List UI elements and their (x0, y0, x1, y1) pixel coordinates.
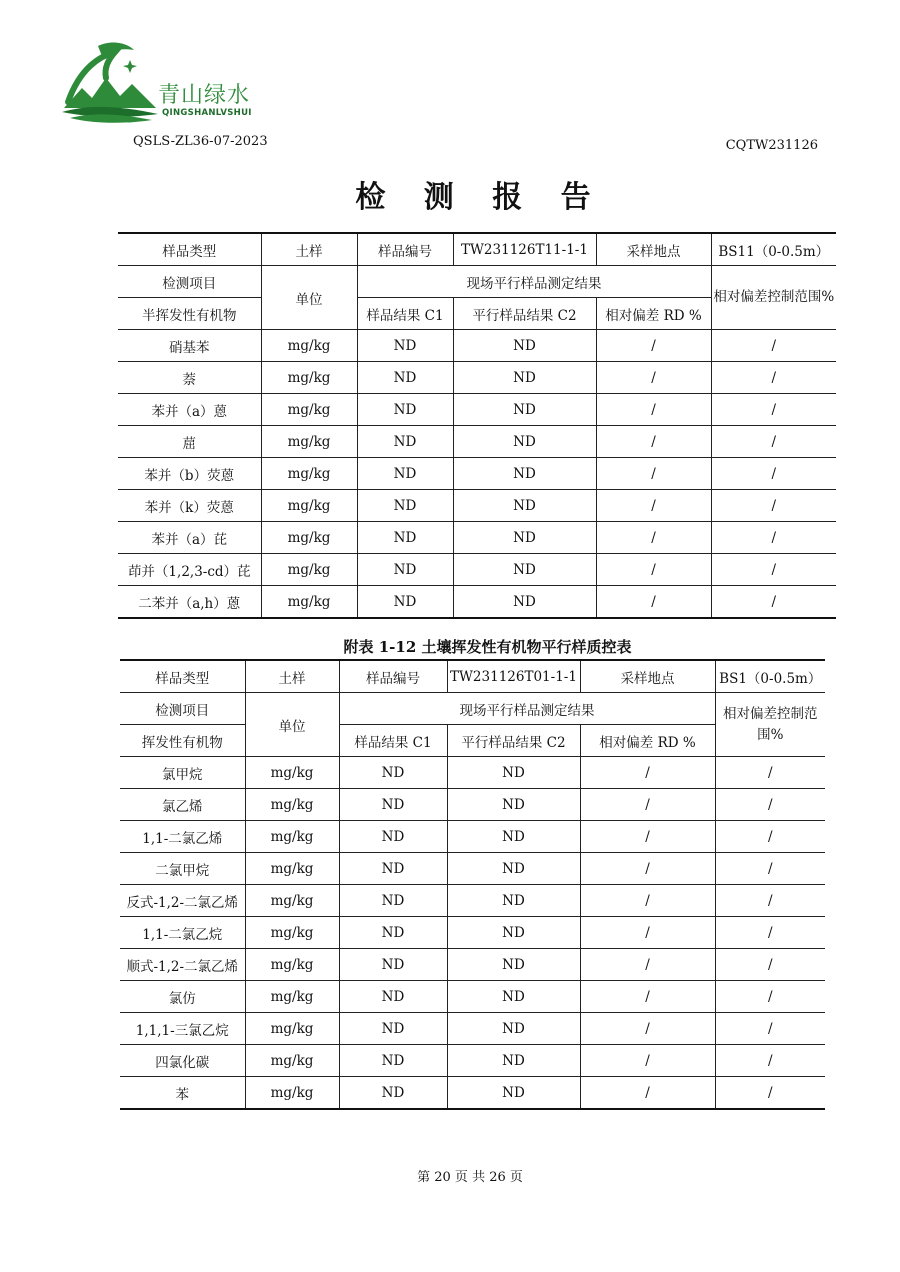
compound-name: 二氯甲烷 (120, 853, 245, 885)
result-c2: ND (453, 554, 596, 586)
compound-name: 氯甲烷 (120, 757, 245, 789)
sample-type-label: 样品类型 (120, 660, 245, 693)
compound-name: 二苯并（a,h）蒽 (118, 586, 261, 619)
compound-name: 䓛 (118, 426, 261, 458)
result-c2: ND (447, 789, 580, 821)
unit: mg/kg (261, 522, 357, 554)
result-c2: ND (453, 586, 596, 619)
rd-value: / (596, 586, 711, 619)
control-range-label: 相对偏差控制范围% (711, 266, 836, 330)
unit: mg/kg (261, 362, 357, 394)
compound-name: 茚并（1,2,3-cd）芘 (118, 554, 261, 586)
sample-no-value: TW231126T01-1-1 (447, 660, 580, 693)
result-c1: ND (339, 1013, 447, 1045)
result-c2: ND (453, 522, 596, 554)
location-value: BS11（0-0.5m） (711, 233, 836, 266)
unit: mg/kg (261, 458, 357, 490)
item-label: 检测项目 (118, 266, 261, 298)
table-row (120, 1077, 825, 1110)
rd-value: / (596, 394, 711, 426)
unit: mg/kg (245, 981, 339, 1013)
range-value: / (711, 586, 836, 619)
compound-name: 苯并（a）蒽 (118, 394, 261, 426)
compound-name: 氯乙烯 (120, 789, 245, 821)
compound-name: 苯 (120, 1077, 245, 1110)
item-label: 检测项目 (120, 693, 245, 725)
result-c1: ND (339, 885, 447, 917)
result-c1: ND (339, 757, 447, 789)
result-c1: ND (357, 426, 453, 458)
page-number: 第 20 页 共 26 页 (417, 1170, 523, 1185)
unit: mg/kg (245, 853, 339, 885)
result-c1: ND (357, 330, 453, 362)
unit: mg/kg (245, 949, 339, 981)
result-c1: ND (339, 917, 447, 949)
unit: mg/kg (261, 330, 357, 362)
sample-no-value: TW231126T11-1-1 (453, 233, 596, 266)
range-value: / (715, 1045, 825, 1077)
range-value: / (715, 821, 825, 853)
result-c2: ND (453, 330, 596, 362)
range-value: / (715, 885, 825, 917)
table-row (118, 362, 836, 394)
unit: mg/kg (245, 821, 339, 853)
rd-value: / (580, 917, 715, 949)
result-c1: ND (357, 362, 453, 394)
category-label: 挥发性有机物 (120, 725, 245, 757)
mountain-logo-icon (60, 38, 160, 128)
result-c1: ND (339, 981, 447, 1013)
table-row (118, 522, 836, 554)
result-c2: ND (447, 853, 580, 885)
rd-value: / (596, 426, 711, 458)
compound-name: 顺式-1,2-二氯乙烯 (120, 949, 245, 981)
table-row (120, 821, 825, 853)
rd-value: / (580, 1077, 715, 1110)
rd-value: / (580, 885, 715, 917)
table-row (120, 885, 825, 917)
table-row (118, 426, 836, 458)
compound-name: 四氯化碳 (120, 1045, 245, 1077)
result-c2: ND (453, 490, 596, 522)
result-c2: ND (447, 917, 580, 949)
compound-name: 1,1,1-三氯乙烷 (120, 1013, 245, 1045)
location-label: 采样地点 (580, 660, 715, 693)
result-c1: ND (339, 821, 447, 853)
header-row-1 (120, 693, 825, 725)
unit: mg/kg (245, 757, 339, 789)
voc-parallel-table (120, 659, 825, 1110)
range-value: / (711, 394, 836, 426)
table-row (120, 981, 825, 1013)
sample-no-label: 样品编号 (357, 233, 453, 266)
table-row (120, 917, 825, 949)
logo-english-name: QINGSHANLVSHUI (162, 108, 252, 118)
rd-value: / (596, 330, 711, 362)
compound-name: 硝基苯 (118, 330, 261, 362)
result-c2: ND (447, 949, 580, 981)
range-value: / (711, 554, 836, 586)
category-label: 半挥发性有机物 (118, 298, 261, 330)
range-value: / (715, 1013, 825, 1045)
unit-label: 单位 (261, 266, 357, 330)
table2-caption: 附表 1-12 土壤挥发性有机物平行样质控表 (343, 638, 632, 656)
unit: mg/kg (261, 426, 357, 458)
control-range-label: 相对偏差控制范围% (715, 693, 825, 757)
rd-header: 相对偏差 RD % (596, 298, 711, 330)
location-value: BS1（0-0.5m） (715, 660, 825, 693)
c1-header: 样品结果 C1 (339, 725, 447, 757)
range-value: / (715, 789, 825, 821)
rd-value: / (596, 490, 711, 522)
company-logo (60, 38, 270, 128)
sample-type-label: 样品类型 (118, 233, 261, 266)
unit: mg/kg (261, 554, 357, 586)
compound-name: 苯并（a）芘 (118, 522, 261, 554)
unit: mg/kg (261, 586, 357, 619)
rd-value: / (580, 853, 715, 885)
table-row (118, 586, 836, 619)
range-value: / (715, 757, 825, 789)
table-row (118, 394, 836, 426)
result-c1: ND (339, 853, 447, 885)
sample-type-value: 土样 (245, 660, 339, 693)
result-c2: ND (453, 394, 596, 426)
result-c1: ND (357, 394, 453, 426)
rd-value: / (580, 757, 715, 789)
compound-name: 反式-1,2-二氯乙烯 (120, 885, 245, 917)
compound-name: 1,1-二氯乙烯 (120, 821, 245, 853)
rd-header: 相对偏差 RD % (580, 725, 715, 757)
range-value: / (711, 458, 836, 490)
c2-header: 平行样品结果 C2 (447, 725, 580, 757)
rd-value: / (580, 1013, 715, 1045)
result-c1: ND (357, 458, 453, 490)
rd-value: / (596, 362, 711, 394)
range-value: / (715, 853, 825, 885)
rd-value: / (596, 554, 711, 586)
result-c1: ND (339, 789, 447, 821)
result-c2: ND (453, 426, 596, 458)
result-c2: ND (447, 1077, 580, 1110)
svoc-parallel-table (118, 232, 836, 619)
unit: mg/kg (245, 917, 339, 949)
compound-name: 苯并（b）荧蒽 (118, 458, 261, 490)
unit: mg/kg (261, 490, 357, 522)
rd-value: / (596, 522, 711, 554)
compound-name: 1,1-二氯乙烷 (120, 917, 245, 949)
result-c1: ND (357, 586, 453, 619)
unit: mg/kg (245, 1013, 339, 1045)
unit: mg/kg (245, 789, 339, 821)
range-value: / (711, 426, 836, 458)
range-value: / (711, 490, 836, 522)
form-code: QSLS-ZL36-07-2023 (133, 134, 268, 149)
table-row (118, 330, 836, 362)
table-row (120, 1013, 825, 1045)
rd-value: / (596, 458, 711, 490)
compound-name: 氯仿 (120, 981, 245, 1013)
result-c1: ND (339, 949, 447, 981)
table-row (118, 554, 836, 586)
result-c2: ND (447, 885, 580, 917)
result-c2: ND (447, 821, 580, 853)
location-label: 采样地点 (596, 233, 711, 266)
result-c2: ND (453, 362, 596, 394)
rd-value: / (580, 981, 715, 1013)
c1-header: 样品结果 C1 (357, 298, 453, 330)
table-row (118, 458, 836, 490)
header-row-1 (118, 266, 836, 298)
table-row (120, 853, 825, 885)
result-c1: ND (357, 554, 453, 586)
unit: mg/kg (245, 885, 339, 917)
rd-value: / (580, 1045, 715, 1077)
rd-value: / (580, 821, 715, 853)
range-value: / (715, 981, 825, 1013)
result-c1: ND (339, 1045, 447, 1077)
result-c2: ND (447, 1045, 580, 1077)
unit: mg/kg (245, 1045, 339, 1077)
result-c2: ND (447, 981, 580, 1013)
result-c2: ND (447, 757, 580, 789)
compound-name: 萘 (118, 362, 261, 394)
result-c1: ND (357, 522, 453, 554)
sample-no-label: 样品编号 (339, 660, 447, 693)
table-row (120, 1045, 825, 1077)
sample-info-row (118, 233, 836, 266)
unit: mg/kg (245, 1077, 339, 1110)
range-value: / (711, 362, 836, 394)
sample-type-value: 土样 (261, 233, 357, 266)
table-row (120, 789, 825, 821)
table-row (120, 949, 825, 981)
c2-header: 平行样品结果 C2 (453, 298, 596, 330)
unit: mg/kg (261, 394, 357, 426)
unit-label: 单位 (245, 693, 339, 757)
range-value: / (715, 1077, 825, 1110)
report-number: CQTW231126 (725, 138, 818, 153)
sample-info-row (120, 660, 825, 693)
table-row (118, 490, 836, 522)
logo-chinese-name: 青山绿水 (158, 83, 251, 108)
result-group-label: 现场平行样品测定结果 (357, 266, 711, 298)
range-value: / (715, 917, 825, 949)
rd-value: / (580, 949, 715, 981)
result-c1: ND (339, 1077, 447, 1110)
result-c2: ND (453, 458, 596, 490)
range-value: / (711, 522, 836, 554)
compound-name: 苯并（k）荧蒽 (118, 490, 261, 522)
rd-value: / (580, 789, 715, 821)
result-c2: ND (447, 1013, 580, 1045)
result-c1: ND (357, 490, 453, 522)
range-value: / (715, 949, 825, 981)
table-row (120, 757, 825, 789)
result-group-label: 现场平行样品测定结果 (339, 693, 715, 725)
range-value: / (711, 330, 836, 362)
page-title: 检 测 报 告 (355, 180, 605, 215)
